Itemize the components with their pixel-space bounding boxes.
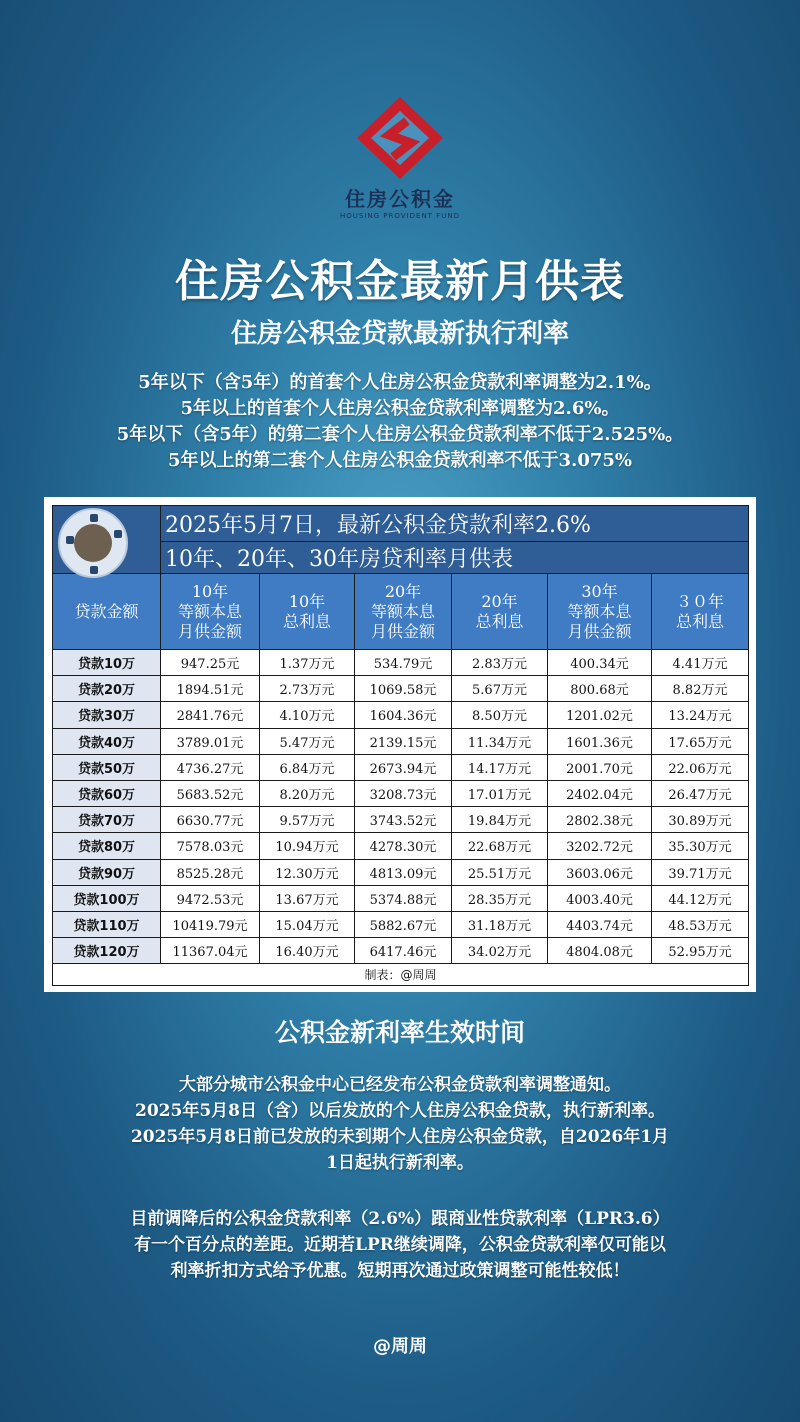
table-cell: 9472.53元 [161, 885, 260, 911]
table-header-title: 2025年5月7日，最新公积金贷款利率2.6% [161, 506, 749, 542]
effective-line: 2025年5月8日（含）以后发放的个人住房公积金贷款，执行新利率。 [135, 1101, 665, 1121]
table-cell: 11367.04元 [161, 938, 260, 964]
rate-line: 5年以上的第二套个人住房公积金贷款利率不低于3.075% [168, 450, 632, 471]
table-cell: 13.24万元 [652, 702, 749, 728]
table-cell: 4813.09元 [355, 859, 452, 885]
table-cell: 5683.52元 [161, 780, 260, 806]
table-cell: 44.12万元 [652, 885, 749, 911]
table-cell: 12.30万元 [260, 859, 355, 885]
table-cell: 9.57万元 [260, 807, 355, 833]
avatar [74, 524, 112, 562]
table-cell: 6630.77元 [161, 807, 260, 833]
table-cell: 10419.79元 [161, 911, 260, 937]
loan-amount-cell: 贷款90万 [53, 859, 161, 885]
table-cell: 26.47万元 [652, 780, 749, 806]
table-cell: 25.51万元 [452, 859, 548, 885]
table-cell: 3202.72元 [548, 833, 652, 859]
table-cell: 2802.38元 [548, 807, 652, 833]
table-cell: 8.20万元 [260, 780, 355, 806]
column-header-30y-monthly: 30年 等额本息 月供金额 [548, 574, 652, 650]
table-cell: 35.30万元 [652, 833, 749, 859]
table-cell: 4403.74元 [548, 911, 652, 937]
table-row [53, 650, 749, 676]
loan-amount-cell: 贷款70万 [53, 807, 161, 833]
table-cell: 48.53万元 [652, 911, 749, 937]
note-text [0, 1206, 800, 1284]
table-body [53, 650, 749, 964]
loan-amount-cell: 贷款60万 [53, 780, 161, 806]
effective-line: 大部分城市公积金中心已经发布公积金贷款利率调整通知。 [179, 1075, 621, 1095]
table-cell: 1201.02元 [548, 702, 652, 728]
table-cell: 52.95万元 [652, 938, 749, 964]
table-cell: 3603.06元 [548, 859, 652, 885]
table-cell: 2.73万元 [260, 676, 355, 702]
table-cell: 31.18万元 [452, 911, 548, 937]
table-cell: 39.71万元 [652, 859, 749, 885]
table-cell: 8525.28元 [161, 859, 260, 885]
rate-line: 5年以下（含5年）的第二套个人住房公积金贷款利率不低于2.525%。 [116, 424, 684, 445]
table-cell: 2402.04元 [548, 780, 652, 806]
table-cell: 5374.88元 [355, 885, 452, 911]
table-footer-row [53, 964, 749, 986]
page-title: 住房公积金最新月供表 [175, 256, 625, 307]
table-cell: 6.84万元 [260, 754, 355, 780]
table-row [53, 859, 749, 885]
table-row [53, 728, 749, 754]
note-line: 目前调降后的公积金贷款利率（2.6%）跟商业性贷款利率（LPR3.6） [130, 1209, 670, 1229]
table-cell: 13.67万元 [260, 885, 355, 911]
table-cell: 800.68元 [548, 676, 652, 702]
page-subtitle: 住房公积金贷款最新执行利率 [230, 319, 569, 349]
note-line: 有一个百分点的差距。近期若LPR继续调降，公积金贷款利率仅可能以 [134, 1235, 666, 1255]
author-qr-avatar [58, 508, 128, 578]
table-cell: 4003.40元 [548, 885, 652, 911]
table-cell: 3789.01元 [161, 728, 260, 754]
table-cell: 1069.58元 [355, 676, 452, 702]
table-cell: 8.82万元 [652, 676, 749, 702]
table-cell: 534.79元 [355, 650, 452, 676]
logo-name-cn: 住房公积金 [345, 187, 455, 211]
note-line: 利率折扣方式给予优惠。短期再次通过政策调整可能性较低！ [170, 1261, 630, 1281]
monthly-payment-table [52, 505, 749, 986]
table-cell: 6417.46元 [355, 938, 452, 964]
loan-amount-cell: 贷款120万 [53, 938, 161, 964]
table-cell: 4736.27元 [161, 754, 260, 780]
table-row [53, 676, 749, 702]
logo-emblem-icon [355, 95, 445, 181]
table-cell: 947.25元 [161, 650, 260, 676]
effective-line: 1日起执行新利率。 [326, 1153, 474, 1173]
table-row [53, 702, 749, 728]
table-row [53, 938, 749, 964]
loan-amount-cell: 贷款30万 [53, 702, 161, 728]
table-header-row-2 [53, 542, 749, 574]
table-cell: 4.10万元 [260, 702, 355, 728]
table-cell: 22.68万元 [452, 833, 548, 859]
table-footer-credit: 制表：@周周 [53, 964, 749, 986]
table-cell: 2841.76元 [161, 702, 260, 728]
table-row [53, 911, 749, 937]
table-cell: 2001.70元 [548, 754, 652, 780]
table-header-row-1 [53, 506, 749, 542]
table-row [53, 833, 749, 859]
table-row [53, 807, 749, 833]
table-cell: 7578.03元 [161, 833, 260, 859]
table-cell: 14.17万元 [452, 754, 548, 780]
rate-line: 5年以上的首套个人住房公积金贷款利率调整为2.6%。 [180, 398, 620, 419]
table-cell: 4278.30元 [355, 833, 452, 859]
table-column-headers [53, 574, 749, 650]
table-cell: 34.02万元 [452, 938, 548, 964]
table-cell: 1894.51元 [161, 676, 260, 702]
table-cell: 4804.08元 [548, 938, 652, 964]
table-cell: 17.01万元 [452, 780, 548, 806]
effective-text [0, 1072, 800, 1176]
loan-amount-cell: 贷款100万 [53, 885, 161, 911]
table-cell: 19.84万元 [452, 807, 548, 833]
payment-table-card [44, 497, 756, 992]
column-header-10y-monthly: 10年 等额本息 月供金额 [161, 574, 260, 650]
table-cell: 2.83万元 [452, 650, 548, 676]
loan-amount-cell: 贷款110万 [53, 911, 161, 937]
table-cell: 2139.15元 [355, 728, 452, 754]
table-cell: 5.67万元 [452, 676, 548, 702]
rate-list [0, 370, 800, 474]
table-cell: 400.34元 [548, 650, 652, 676]
table-cell: 1604.36元 [355, 702, 452, 728]
table-cell: 1601.36元 [548, 728, 652, 754]
table-cell: 1.37万元 [260, 650, 355, 676]
loan-amount-cell: 贷款40万 [53, 728, 161, 754]
author-handle: @周周 [373, 1336, 427, 1357]
table-row [53, 754, 749, 780]
rate-line: 5年以下（含5年）的首套个人住房公积金贷款利率调整为2.1%。 [138, 372, 662, 393]
table-cell: 22.06万元 [652, 754, 749, 780]
table-row [53, 885, 749, 911]
column-header-20y-interest: 20年 总利息 [452, 574, 548, 650]
table-cell: 11.34万元 [452, 728, 548, 754]
table-cell: 5.47万元 [260, 728, 355, 754]
effective-line: 2025年5月8日前已发放的未到期个人住房公积金贷款，自2026年1月 [130, 1127, 670, 1147]
logo-name-en: HOUSING PROVIDENT FUND [340, 212, 460, 220]
table-cell: 2673.94元 [355, 754, 452, 780]
column-header-amount: 贷款金额 [53, 574, 161, 650]
loan-amount-cell: 贷款80万 [53, 833, 161, 859]
table-cell: 16.40万元 [260, 938, 355, 964]
effective-section-title: 公积金新利率生效时间 [274, 1018, 525, 1047]
loan-amount-cell: 贷款20万 [53, 676, 161, 702]
loan-amount-cell: 贷款50万 [53, 754, 161, 780]
table-cell: 5882.67元 [355, 911, 452, 937]
table-cell: 8.50万元 [452, 702, 548, 728]
housing-fund-logo [320, 95, 480, 230]
table-cell: 10.94万元 [260, 833, 355, 859]
table-header-subtitle: 10年、20年、30年房贷利率月供表 [161, 542, 749, 574]
table-cell: 3208.73元 [355, 780, 452, 806]
table-cell: 4.41万元 [652, 650, 749, 676]
table-cell: 28.35万元 [452, 885, 548, 911]
table-cell: 15.04万元 [260, 911, 355, 937]
column-header-30y-interest: ３０年 总利息 [652, 574, 749, 650]
table-cell: 3743.52元 [355, 807, 452, 833]
loan-amount-cell: 贷款10万 [53, 650, 161, 676]
table-cell: 30.89万元 [652, 807, 749, 833]
column-header-10y-interest: 10年 总利息 [260, 574, 355, 650]
table-row [53, 780, 749, 806]
column-header-20y-monthly: 20年 等额本息 月供金额 [355, 574, 452, 650]
table-cell: 17.65万元 [652, 728, 749, 754]
